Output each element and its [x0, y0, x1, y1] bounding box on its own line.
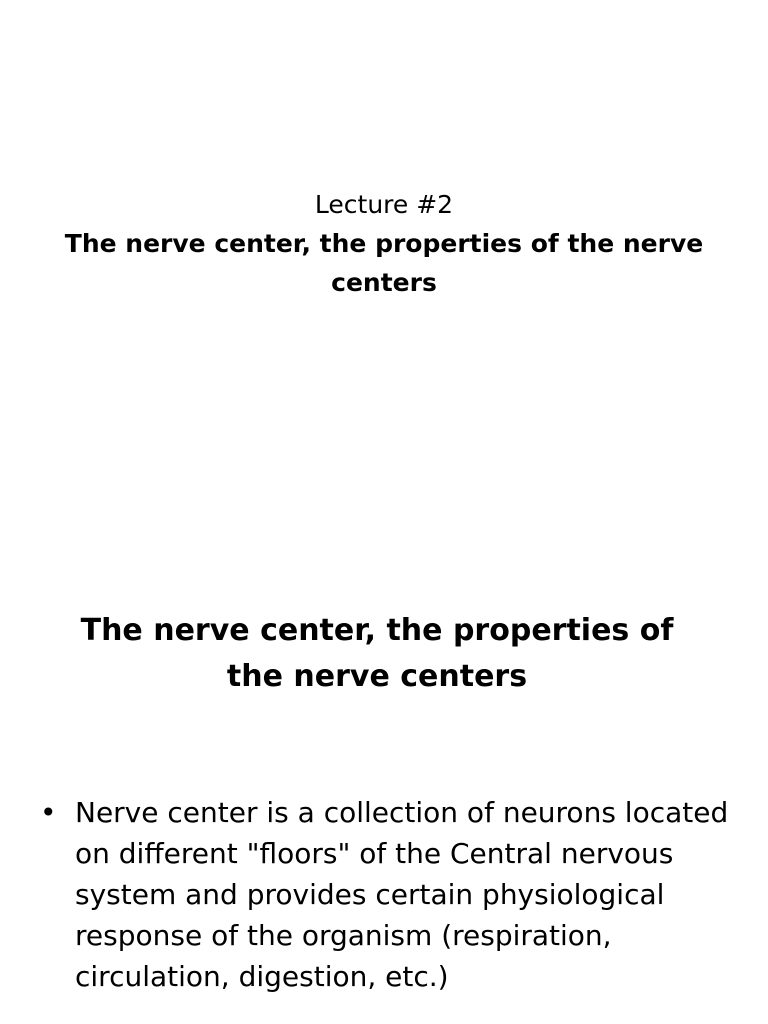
bullet-text: Nerve center is a collection of neurons located on different "floors" of the Central nervous system and provides certain physiological response of the organism (respiration, circulation, digestion, etc.) — [75, 796, 729, 993]
lecture-number: Lecture #2 — [314, 190, 454, 219]
bullet-list — [40, 792, 730, 997]
lecture-title: The nerve center, the properties of the nerve centers — [64, 229, 704, 297]
bullet-dot-icon: • — [40, 796, 57, 829]
content-slide — [0, 560, 768, 1024]
slide-heading: The nerve center, the properties of the nerve centers — [80, 613, 674, 694]
title-block — [60, 186, 708, 302]
bullet-item — [40, 792, 730, 997]
